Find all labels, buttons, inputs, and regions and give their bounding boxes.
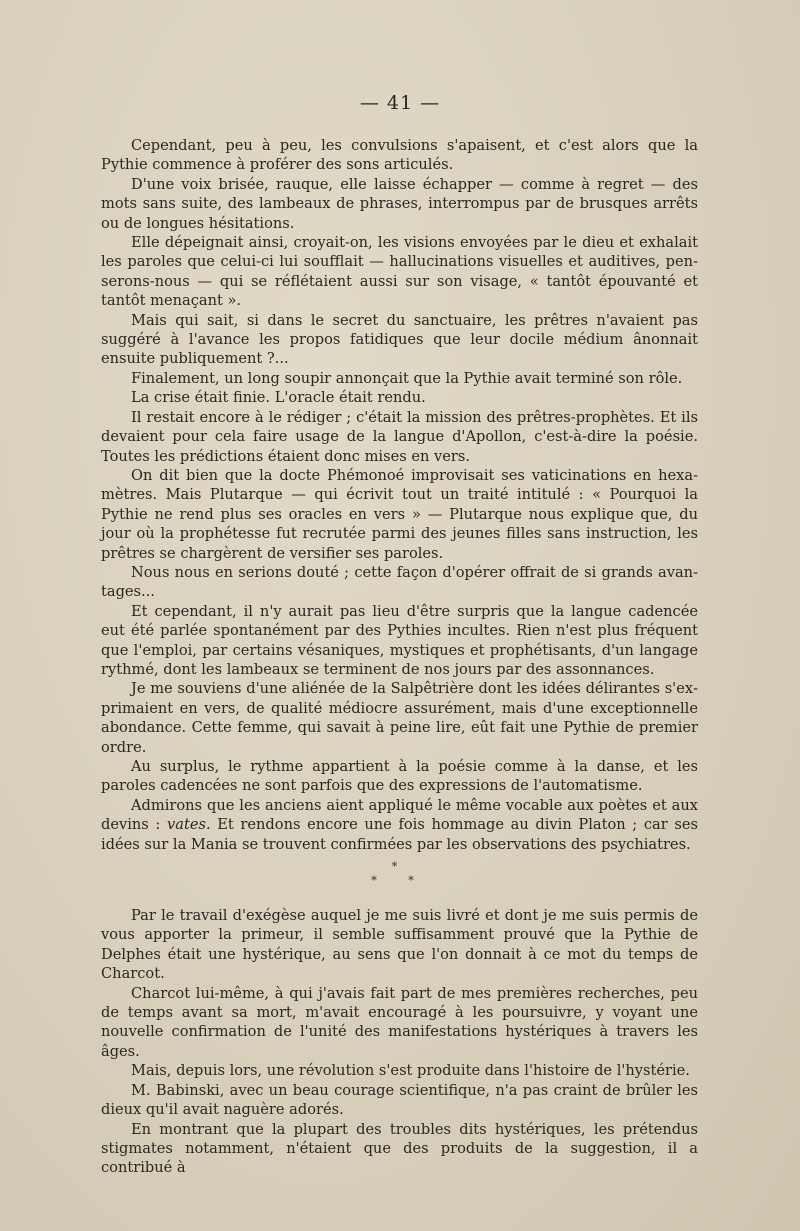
paragraph: Mais qui sait, si dans le secret du sanctuaire, les prêtres n'avaient pas suggéré à l'avance les propos fatidiques que leur docile médium ânonnait ensuite publiquement ?... bbox=[101, 311, 698, 368]
paragraph: Au surplus, le rythme appartient à la poésie comme à la danse, et les paroles cadencées ne sont parfois que des expressions de l'automatisme. bbox=[101, 758, 698, 795]
paragraph: On dit bien que la docte Phémonoé improvisait ses vaticinations en hexamètres. Mais Plutarque — qui écrivit tout un traité intitulé : « Pourquoi la Pythie ne rend plus ses oracles en vers » — Plutarque nous explique que, du jour où la prophétesse fut recrutée parmi des jeunes filles sans instruction, les prêtres se chargèrent de versifier ses paroles. bbox=[101, 466, 698, 562]
paragraph: Mais, depuis lors, une révolution s'est produite dans l'histoire de l'hystérie. bbox=[131, 1062, 690, 1080]
paragraph: Cependant, peu à peu, les convulsions s'apaisent, et c'est alors que la Pythie commence à proférer des sons articulés. bbox=[101, 137, 698, 174]
asterism-top: * bbox=[391, 860, 408, 874]
admirons-text-start: Admirons que les anciens aient appliqué le même vocable aux poètes et aux devins : bbox=[101, 796, 698, 834]
paragraph: Nous nous en serions douté ; cette façon d'opérer offrait de si grands avantages... bbox=[101, 563, 698, 601]
admirons-text-end: . Et rendons encore une fois hommage au divin Platon ; car ses idées sur la Mania se trouvent confirmées par les observations des psychiatres. bbox=[101, 816, 698, 853]
asterism-bottom: * * bbox=[371, 874, 428, 888]
paragraph: M. Babinski, avec un beau courage scientifique, n'a pas craint de brûler les dieux qu'il avait naguère adorés. bbox=[101, 1081, 698, 1119]
body-text bbox=[101, 136, 698, 1178]
paragraph-admirons bbox=[101, 796, 698, 854]
paragraph: Je me souviens d'une aliénée de la Salpêtrière dont les idées délirantes s'exprimaient en vers, de qualité médiocre assurément, mais d'une exceptionnelle abondance. Cette femme, qui savait à peine lire, eût fait une Pythie de premier ordre. bbox=[101, 680, 698, 756]
paragraph: D'une voix brisée, rauque, elle laisse échapper — comme à regret — des mots sans suite, des lambeaux de phrases, interrompus par de brusques arrêts ou de longues hésitations. bbox=[101, 175, 698, 232]
paragraph: En montrant que la plupart des troubles dits hystériques, les prétendus stigmates notamment, n'étaient que des produits de la suggestion, il a contribué à bbox=[101, 1120, 698, 1177]
section-break-asterism bbox=[101, 856, 698, 902]
paragraph: Elle dépeignait ainsi, croyait-on, les visions envoyées par le dieu et exhalait les paroles que celui-ci lui soufflait — hallucinations visuelles et auditives, penserons-nous — qui se réflétaient aussi sur son visage, « tantôt épouvanté et tantôt menaçant ». bbox=[101, 234, 698, 310]
paragraph: La crise était finie. L'oracle était rendu. bbox=[131, 389, 426, 407]
paragraph: Il restait encore à le rédiger ; c'était la mission des prêtres-prophètes. Et ils devaient pour cela faire usage de la langue d'Apollon, c'est-à-dire la poésie. Toutes les prédictions étaient donc mises en vers. bbox=[101, 408, 698, 465]
page-number: — 41 — bbox=[359, 92, 441, 114]
paragraph: Et cependant, il n'y aurait pas lieu d'être surpris que la langue cadencée eut été parlée spontanément par des Pythies incultes. Rien n'est plus fréquent que l'emploi, par certains vésaniques, mystiques et prophétisants, d'un langage rythmé, dont les lambeaux se terminent de nos jours par des assonnances. bbox=[101, 602, 698, 678]
paragraph: Finalement, un long soupir annonçait que la Pythie avait terminé son rôle. bbox=[131, 369, 683, 387]
paragraph: Charcot lui-même, à qui j'avais fait part de mes premières recherches, peu de temps avant sa mort, m'avait encouragé à les poursuivre, y voyant une nouvelle confirmation de l'unité des manifestations hystériques à travers les âges. bbox=[101, 984, 698, 1060]
italic-term-vates: vates bbox=[167, 816, 206, 834]
paragraph: Par le travail d'exégèse auquel je me suis livré et dont je me suis permis de vous apporter la primeur, il semble suffisamment prouvé que la Pythie de Delphes était une hystérique, au sens que l'on donnait à ce mot du temps de Charcot. bbox=[101, 907, 698, 983]
